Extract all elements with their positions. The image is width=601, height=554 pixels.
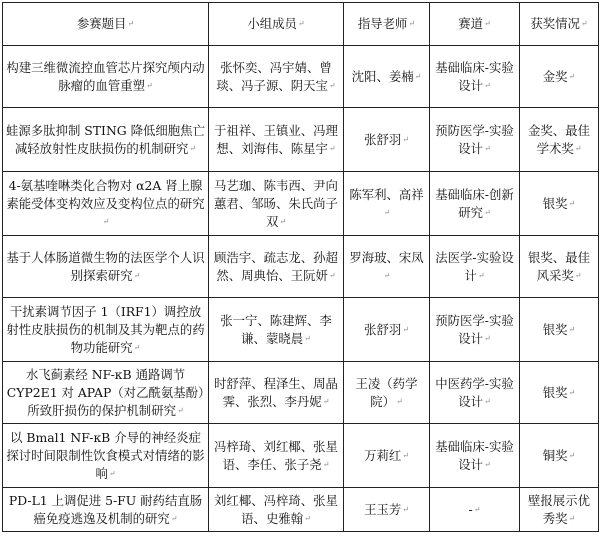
advisor-cell: 罗海玻、宋凤↵ — [344, 236, 430, 298]
award-cell: 银奖、最佳风采奖↵ — [520, 236, 599, 298]
award-cell: 壁报展示优秀奖↵ — [520, 488, 599, 532]
track-cell: 基础临床-实验设计↵ — [430, 46, 520, 108]
topic-cell: 水飞蓟素经 NF-κB 通路调节 CYP2E1 对 APAP（对乙酰氨基酚）所致肝损伤的保护机制研究↵ — [3, 362, 209, 424]
award-cell: 银奖↵ — [520, 362, 599, 424]
advisor-cell: 张舒羽↵ — [344, 108, 430, 172]
topic-cell: PD-L1 上调促进 5-FU 耐药结直肠癌免疫逃逸及机制的研究↵ — [3, 488, 209, 532]
advisor-cell: 王凌（药学院）↵ — [344, 362, 430, 424]
advisor-cell: 沈阳、姜楠↵ — [344, 46, 430, 108]
track-cell: 基础临床-实验设计↵ — [430, 424, 520, 488]
members-cell: 张怀奕、冯宇婧、曾琰、冯子源、阴天宝↵ — [209, 46, 344, 108]
advisor-cell: 王玉芳↵ — [344, 488, 430, 532]
table-row — [3, 236, 599, 298]
topic-cell: 以 Bmal1 NF-κB 介导的神经炎症探讨时间限制性饮食模式对情绪的影响↵ — [3, 424, 209, 488]
header-track: 赛道↵ — [430, 3, 520, 46]
table-row — [3, 362, 599, 424]
track-cell: 中医药学-实验设计↵ — [430, 362, 520, 424]
table-row — [3, 424, 599, 488]
track-cell: 法医学-实验设计↵ — [430, 236, 520, 298]
table-row — [3, 488, 599, 532]
members-cell: 刘红椰、冯梓琦、张星语、史雅翰↵ — [209, 488, 344, 532]
table-row — [3, 108, 599, 172]
table-row — [3, 172, 599, 236]
award-cell: 铜奖↵ — [520, 424, 599, 488]
header-members: 小组成员↵ — [209, 3, 344, 46]
award-cell: 银奖↵ — [520, 298, 599, 362]
members-cell: 顾浩宇、疏志龙、孙超然、周典怡、王阮妍↵ — [209, 236, 344, 298]
members-cell: 时舒萍、程泽生、周晶霁、张烈、李丹妮↵ — [209, 362, 344, 424]
header-award: 获奖情况↵ — [520, 3, 599, 46]
award-cell: 金奖↵ — [520, 46, 599, 108]
track-cell: 预防医学-实验设计↵ — [430, 108, 520, 172]
members-cell: 马艺珈、陈韦西、尹向蕙君、邹旸、朱氏尚子双↵ — [209, 172, 344, 236]
track-cell: 预防医学-实验设计↵ — [430, 298, 520, 362]
topic-cell: 基于人体肠道微生物的法医学个人识别探索研究↵ — [3, 236, 209, 298]
table-row — [3, 298, 599, 362]
advisor-cell: 万莉红↵ — [344, 424, 430, 488]
header-topic: 参赛题目↵ — [3, 3, 209, 46]
topic-cell: 干扰素调节因子 1（IRF1）调控放射性皮肤损伤的机制及其为靶点的药物功能研究↵ — [3, 298, 209, 362]
header-row — [3, 3, 599, 46]
awards-table — [2, 2, 599, 532]
track-cell: -↵ — [430, 488, 520, 532]
members-cell: 于祖祥、王镇业、冯理想、刘海伟、陈星宇↵ — [209, 108, 344, 172]
track-cell: 基础临床-创新研究↵ — [430, 172, 520, 236]
table-row — [3, 46, 599, 108]
award-cell: 金奖、最佳学术奖↵ — [520, 108, 599, 172]
document-page — [2, 2, 598, 551]
topic-cell: 蛙源多肽抑制 STING 降低细胞焦亡减轻放射性皮肤损伤的机制研究↵ — [3, 108, 209, 172]
topic-cell: 构建三维微流控血管芯片探究颅内动脉瘤的血管重塑↵ — [3, 46, 209, 108]
advisor-cell: 陈军利、高祥↵ — [344, 172, 430, 236]
members-cell: 冯梓琦、刘红椰、张星语、李任、张子尧↵ — [209, 424, 344, 488]
advisor-cell: 张舒羽↵ — [344, 298, 430, 362]
header-advisor: 指导老师↵ — [344, 3, 430, 46]
members-cell: 张一宁、陈建辉、李谦、蒙晓晨↵ — [209, 298, 344, 362]
topic-cell: 4-氨基喹啉类化合物对 α2A 肾上腺素能受体变构效应及变构位点的研究↵ — [3, 172, 209, 236]
award-cell: 银奖↵ — [520, 172, 599, 236]
